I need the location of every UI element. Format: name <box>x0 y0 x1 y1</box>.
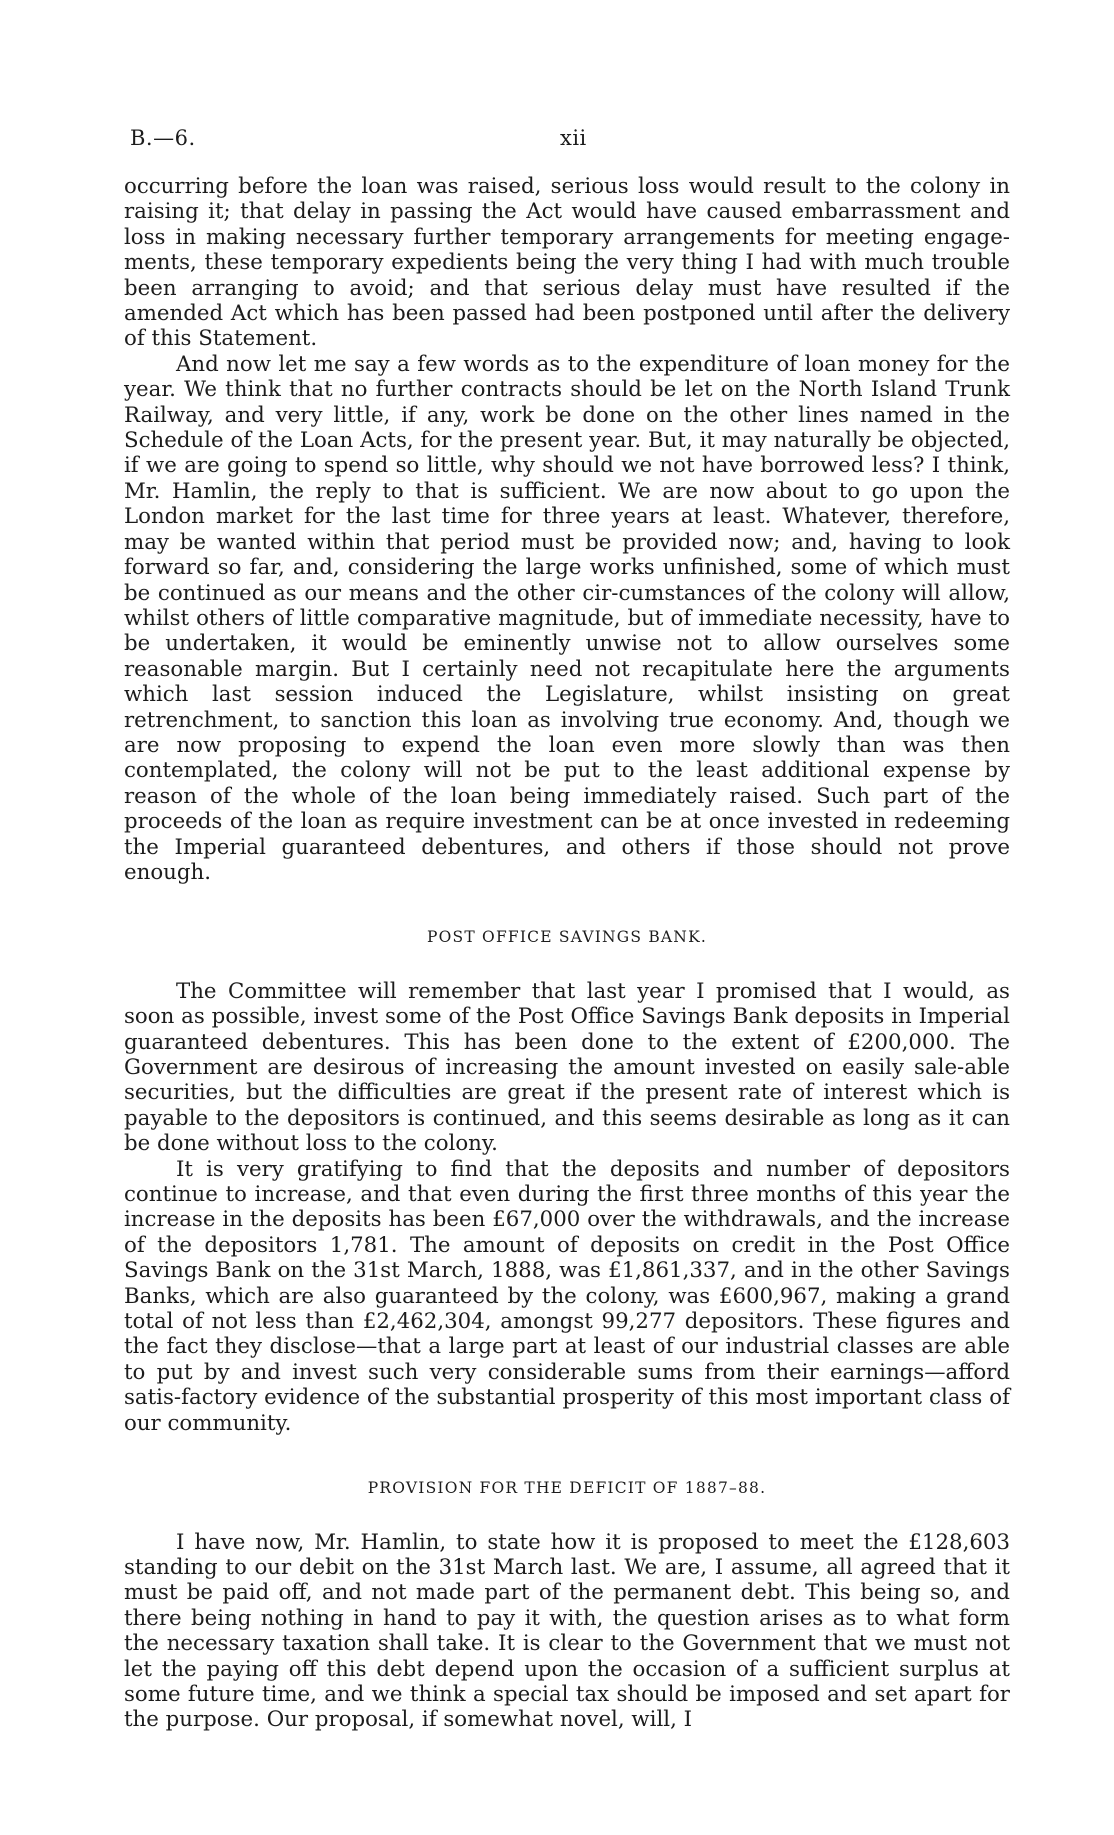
document-body <box>124 174 1010 1733</box>
body-paragraph: occurring before the loan was raised, serious loss would result to the colony in raising it; that delay in passing the Act would have caused embarrassment and loss in making necessary further temporary arrangements for meeting engage-ments, these temporary expedients being the very thing I had with much trouble been arranging to avoid; and that serious delay must have resulted if the amended Act which has been passed had been postponed until after the delivery of this Statement. <box>124 174 1010 352</box>
body-paragraph: It is very gratifying to find that the deposits and number of depositors continue to increase, and that even during the first three months of this year the increase in the deposits has been £67,000 over the withdrawals, and the increase of the depositors 1,781. The amount of deposits on credit in the Post Office Savings Bank on the 31st March, 1888, was £1,861,337, and in the other Savings Banks, which are also guaranteed by the colony, was £600,967, making a grand total of not less than £2,462,304, amongst 99,277 depositors. These figures and the fact they disclose—that a large part at least of our industrial classes are able to put by and invest such very considerable sums from their earnings—afford satis-factory evidence of the substantial prosperity of this most important class of our community. <box>124 1156 1010 1436</box>
page-number: xii <box>560 126 587 150</box>
page-header <box>130 126 1010 156</box>
section-heading-provision-for-deficit: PROVISION FOR THE DEFICIT OF 1887–88. <box>367 1479 767 1498</box>
body-paragraph: The Committee will remember that last year I promised that I would, as soon as possible, invest some of the Post Office Savings Bank deposits in Imperial guaranteed debentures. This has been done to the extent of £200,000. The Government are desirous of increasing the amount invested on easily sale-able securities, but the difficulties are great if the present rate of interest which is payable to the depositors is continued, and this seems desirable as long as it can be done without loss to the colony. <box>124 978 1010 1157</box>
section-heading-post-office-savings-bank: POST OFFICE SAVINGS BANK. <box>427 928 707 947</box>
document-reference: B.—6. <box>130 126 196 150</box>
body-paragraph: And now let me say a few words as to the expenditure of loan money for the year. We think that no further contracts should be let on the North Island Trunk Railway, and very little, if any, work be done on the other lines named in the Schedule of the Loan Acts, for the present year. But, it may naturally be objected, if we are going to spend so little, why should we not have borrowed less? I think, Mr. Hamlin, the reply to that is sufficient. We are now about to go upon the London market for the last time for three years at least. Whatever, therefore, may be wanted within that period must be provided now; and, having to look forward so far, and, considering the large works unfinished, some of which must be continued as our means and the other cir-cumstances of the colony will allow, whilst others of little comparative magnitude, but of immediate necessity, have to be undertaken, it would be eminently unwise not to allow ourselves some reasonable margin. But I certainly need not recapitulate here the arguments which last session induced the Legislature, whilst insisting on great retrenchment, to sanction this loan as involving true economy. And, though we are now proposing to expend the loan even more slowly than was then contemplated, the colony will not be put to the least additional expense by reason of the whole of the loan being immediately raised. Such part of the proceeds of the loan as require investment can be at once invested in redeeming the Imperial guaranteed debentures, and others if those should not prove enough. <box>124 351 1010 885</box>
body-paragraph: I have now, Mr. Hamlin, to state how it is proposed to meet the £128,603 standing to our debit on the 31st March last. We are, I assume, all agreed that it must be paid off, and not made part of the permanent debt. This being so, and there being nothing in hand to pay it with, the question arises as to what form the necessary taxation shall take. It is clear to the Government that we must not let the paying off this debt depend upon the occasion of a sufficient surplus at some future time, and we think a special tax should be imposed and set apart for the purpose. Our proposal, if somewhat novel, will, I <box>124 1529 1010 1733</box>
